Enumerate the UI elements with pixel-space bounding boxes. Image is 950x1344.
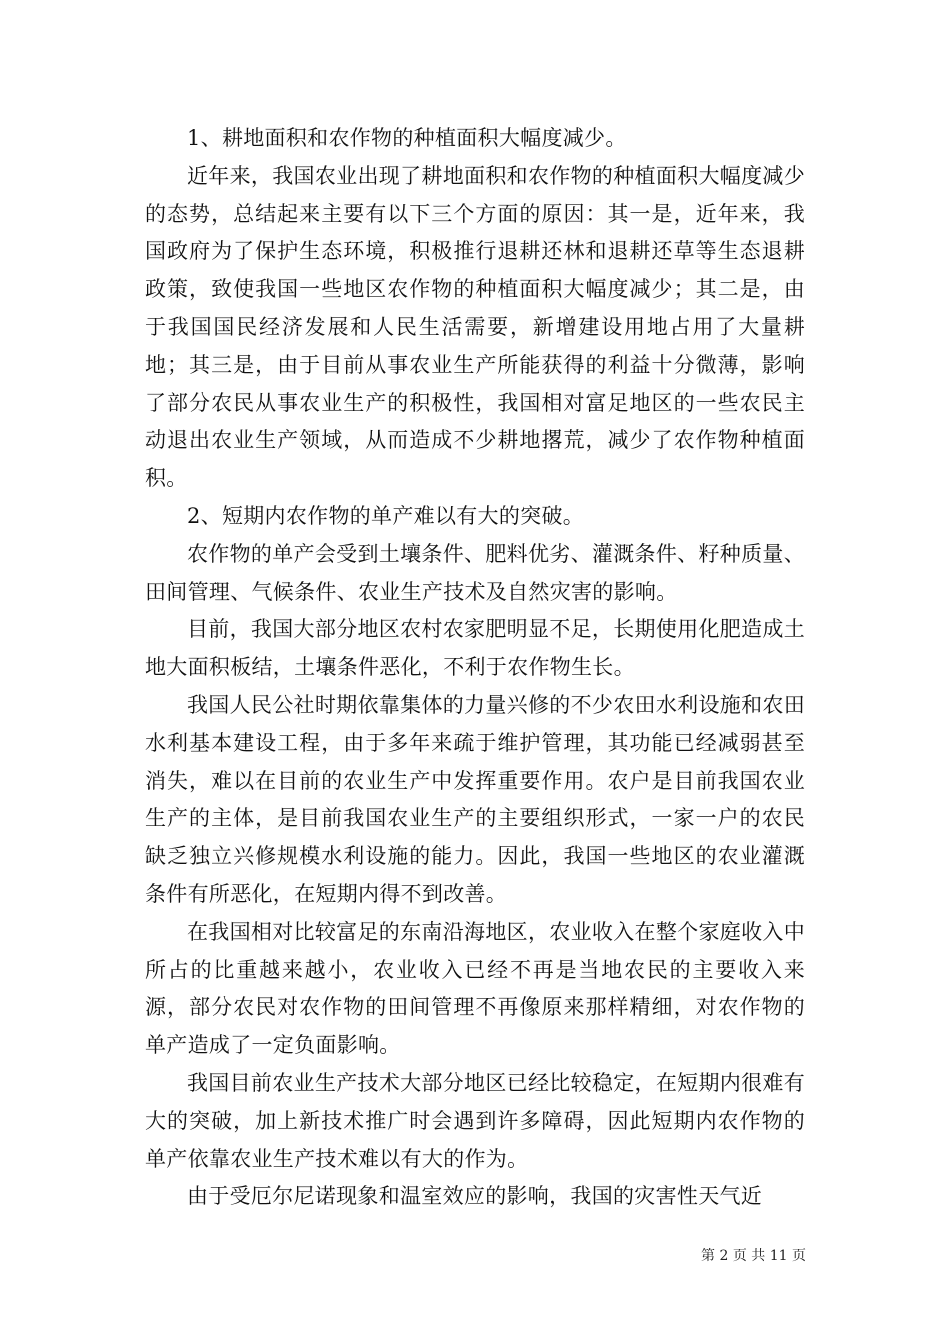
body-paragraph: 近年来，我国农业出现了耕地面积和农作物的种植面积大幅度减少的态势，总结起来主要有以下三个方面的原因：其一是，近年来，我国政府为了保护生态环境，积极推行退耕还林和退耕还草等生态退耕政策，致使我国一些地区农作物的种植面积大幅度减少；其二是，由于我国国民经济发展和人民生活需要，新增建设用地占用了大量耕地；其三是，由于目前从事农业生产所能获得的利益十分微薄，影响了部分农民从事农业生产的积极性，我国相对富足地区的一些农民主动退出农业生产领域，从而造成不少耕地撂荒，减少了农作物种植面积。: [145, 163, 805, 491]
document-body: [145, 120, 805, 1216]
section-heading-1: 1、耕地面积和农作物的种植面积大幅度减少。: [187, 126, 627, 150]
body-paragraph: 我国目前农业生产技术大部分地区已经比较稳定，在短期内很难有大的突破，加上新技术推广时会遇到许多障碍，因此短期内农作物的单产依靠农业生产技术难以有大的作为。: [145, 1070, 805, 1171]
section-heading-2: 2、短期内农作物的单产难以有大的突破。: [187, 503, 585, 528]
body-paragraph: 由于受厄尔尼诺现象和温室效应的影响，我国的灾害性天气近: [187, 1184, 763, 1209]
body-paragraph: 我国人民公社时期依靠集体的力量兴修的不少农田水利设施和农田水利基本建设工程，由于多年来疏于维护管理，其功能已经减弱甚至消失，难以在目前的农业生产中发挥重要作用。农户是目前我国农业生产的主体，是目前我国农业生产的主要组织形式，一家一户的农民缺乏独立兴修规模水利设施的能力。因此，我国一些地区的农业灌溉条件有所恶化，在短期内得不到改善。: [145, 692, 805, 906]
page-number-footer: 第 2 页 共 11 页: [701, 1248, 806, 1264]
body-paragraph: 目前，我国大部分地区农村农家肥明显不足，长期使用化肥造成土地大面积板结，土壤条件恶化，不利于农作物生长。: [145, 617, 805, 680]
body-paragraph: 在我国相对比较富足的东南沿海地区，农业收入在整个家庭收入中所占的比重越来越小，农业收入已经不再是当地农民的主要收入来源，部分农民对农作物的田间管理不再像原来那样精细，对农作物的单产造成了一定负面影响。: [145, 919, 805, 1058]
body-paragraph: 农作物的单产会受到土壤条件、肥料优劣、灌溉条件、籽种质量、田间管理、气候条件、农业生产技术及自然灾害的影响。: [145, 541, 805, 604]
